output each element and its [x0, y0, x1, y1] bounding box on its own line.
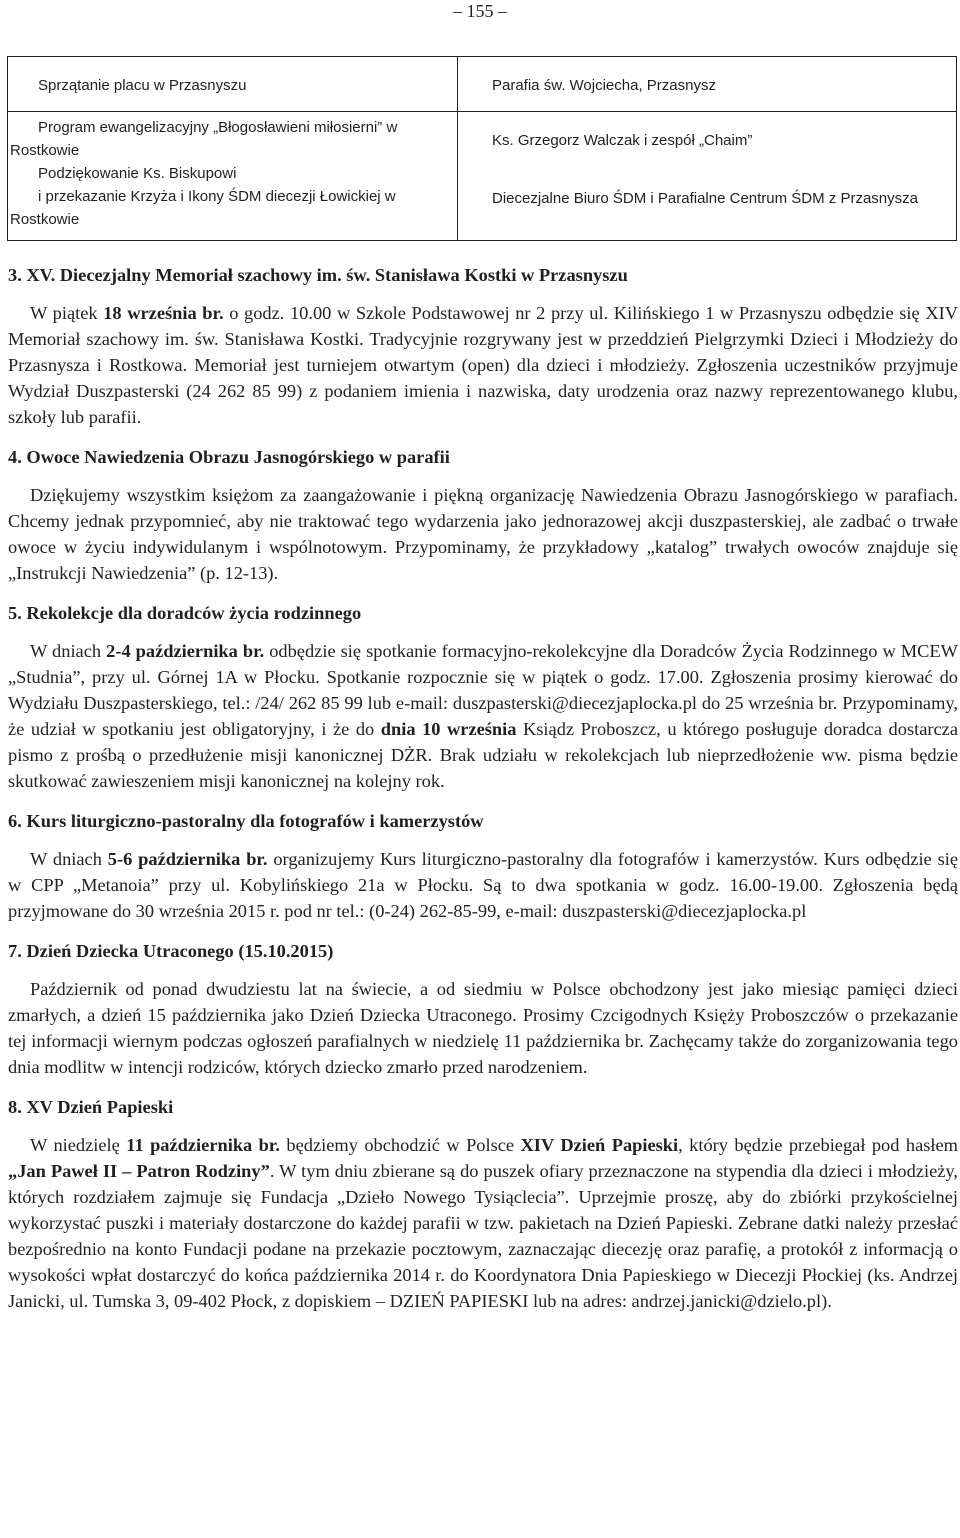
paragraph-text: W niedzielę: [30, 1135, 127, 1155]
table-cell-text: Sprzątanie placu w Przasnyszu: [38, 77, 247, 94]
table-cell-text: Rostkowie: [10, 211, 80, 228]
section-6: [8, 808, 958, 924]
section-paragraph: Październik od ponad dwudziestu lat na świecie, a od siedmiu w Polsce obchodzony jest jako miesiąc pamięci dzieci zmarłych, a dzień 15 października jako Dzień Dziecka Utraconego. Prosimy Czcigodnych Księży Proboszczów o przekazanie tej informacji wiernym podczas ogłoszeń parafialnych w niedzielę 11 października br. Zachęcamy także do zorganizowania tego dnia modlitw w intencji rodziców, których dziecko zmarło przed narodzeniem.: [8, 979, 958, 1077]
section-paragraph: Dziękujemy wszystkim księżom za zaangażowanie i piękną organizację Nawiedzenia Obrazu Jasnogórskiego w parafiach. Chcemy jednak przypomnieć, aby nie traktować tego wydarzenia jako jednorazowej akcji duszpasterskiej, ale zadbać o trwałe owoce w życiu indywidulanym i wspólnotowym. Przypominamy, że przykładowy „katalog” trwałych owoców znajduje się „Instrukcji Nawiedzenia” (p. 12-13).: [8, 485, 958, 583]
section-4: [8, 444, 958, 586]
paragraph-text: będziemy obchodzić w Polsce: [279, 1135, 521, 1155]
paragraph-event: XIV Dzień Papieski: [520, 1135, 679, 1155]
table-cell-text: Podziękowanie Ks. Biskupowi: [38, 165, 237, 182]
paragraph-text: odbędzie się spotkanie formacyjno-rekolekcyjne dla Doradców Życia Rodzinnego w MCEW „Studnia”, przy ul. Górnej 1A w Płocku. Spotkanie rozpocznie się w piątek o godz. 17.00. Zgłoszenia prosimy kierować do Wydziału Duszpasterskiego, tel.: /24/ 262 85 99 lub e-mail: duszpasterski@diecezjaplocka.pl do 25 września br. Przypominamy, że udział w spotkaniu jest obligatoryjny, i że do: [8, 641, 958, 739]
section-heading: 5. Rekolekcje dla doradców życia rodzinnego: [8, 603, 362, 623]
section-3: [8, 262, 958, 430]
table-cell: [8, 57, 458, 112]
paragraph-date: 2-4 października br.: [106, 641, 265, 661]
paragraph-text: W dniach: [30, 641, 107, 661]
page-number: – 155 –: [453, 1, 507, 21]
section-7: [8, 938, 958, 1080]
paragraph-text: o godz. 10.00 w Szkole Podstawowej nr 2 przy ul. Kilińskiego 1 w Przasnyszu odbędzie się XIV Memoriał szachowy im. św. Stanisława Kostki. Tradycyjnie rozgrywany jest w przeddzień Pielgrzymki Dzieci i Młodzieży do Przasnysza i Rostkowa. Memoriał jest turniejem otwartym (open) dla dzieci i młodzieży. Zgłoszenia uczestników przyjmuje Wydział Duszpasterski (24 262 85 99) z podaniem imienia i nazwiska, daty urodzenia oraz nazwy reprezentowanego klubu, szkoły lub parafii.: [8, 303, 959, 427]
table-cell-text: Ks. Grzegorz Walczak i zespół „Chaim”: [492, 132, 753, 149]
section-paragraph: [8, 846, 958, 924]
section-paragraph: [8, 300, 958, 430]
section-5: [8, 600, 958, 794]
paragraph-text: Ksiądz Proboszcz, u którego posługuje doradca dostarcza pismo z prośbą o przedłużenie misji kanonicznej DŻR. Brak udziału w rekolekcjach lub nieprzedłożenie ww. pisma będzie skutkować zawieszeniem misji kanonicznej na kolejny rok.: [8, 719, 958, 791]
section-heading: 4. Owoce Nawiedzenia Obrazu Jasnogórskiego w parafii: [8, 447, 450, 467]
paragraph-deadline: dnia 10 września: [380, 719, 517, 739]
table-cell: [458, 57, 957, 112]
paragraph-date: 11 października br.: [126, 1135, 280, 1155]
table-row: [8, 112, 957, 241]
section-paragraph: [8, 1132, 958, 1314]
table-row: [8, 57, 957, 112]
table-cell-text: i przekazanie Krzyża i Ikony ŚDM diecezji Łowickiej w: [38, 188, 396, 205]
table-cell: [8, 112, 458, 241]
table-cell-text: Program ewangelizacyjny „Błogosławieni miłosierni” w: [38, 119, 398, 136]
section-8: [8, 1094, 958, 1314]
paragraph-motto: „Jan Paweł II – Patron Rodziny”: [8, 1161, 270, 1181]
table-cell-text: Rostkowie: [10, 142, 80, 159]
table-cell-text: Parafia św. Wojciecha, Przasnysz: [492, 77, 716, 94]
paragraph-text: organizujemy Kurs liturgiczno-pastoralny dla fotografów i kamerzystów. Kurs odbędzie się w CPP „Metanoia” przy ul. Kobylińskiego 21a w Płocku. Są to dwa spotkania w godz. 16.00-19.00. Zgłoszenia będą przyjmowane do 30 września 2015 r. pod nr tel.: (0-24) 262-85-99, e-mail: duszpasterski@diecezjaplocka.pl: [8, 849, 959, 921]
document-body: [8, 262, 958, 1314]
table-cell: [458, 112, 957, 241]
schedule-table: [7, 56, 957, 241]
paragraph-date: 5-6 października br.: [107, 849, 268, 869]
section-heading: 7. Dzień Dziecka Utraconego (15.10.2015): [8, 941, 334, 961]
paragraph-text: . W tym dniu zbierane są do puszek ofiary przeznaczone na stypendia dla dzieci i młodzieży, których rozdziałem zajmuje się Fundacja „Dzieło Nowego Tysiąclecia”. Uprzejmie proszę, aby do zbiórki przykościelnej wykorzystać puszki i materiały dostarczone do każdej parafii w tzw. pakietach na Dzień Papieski. Zebrane datki należy przesłać bezpośrednio na konto Fundacji podane na przekazie pocztowym, zaznaczając diecezję oraz parafię, a protokół z informacją o wysokości wpłat dostarczyć do końca października 2014 r. do Koordynatora Dnia Papieskiego w Diecezji Płockiej (ks. Andrzej Janicki, ul. Tumska 3, 09-402 Płock, z dopiskiem – DZIEŃ PAPIESKI lub na adres: andrzej.janicki@dzielo.pl).: [8, 1161, 959, 1311]
paragraph-text: W dniach: [30, 849, 108, 869]
section-paragraph: [8, 638, 958, 794]
section-heading: 3. XV. Diecezjalny Memoriał szachowy im. św. Stanisława Kostki w Przasnyszu: [8, 265, 628, 285]
paragraph-text: , który będzie przebiegał pod hasłem: [678, 1135, 958, 1155]
paragraph-text: W piątek: [30, 303, 104, 323]
paragraph-date: 18 września br.: [103, 303, 224, 323]
section-heading: 6. Kurs liturgiczno-pastoralny dla fotografów i kamerzystów: [8, 811, 484, 831]
table-cell-text: Diecezjalne Biuro ŚDM i Parafialne Centrum ŚDM z Przasnysza: [492, 190, 918, 207]
section-heading: 8. XV Dzień Papieski: [8, 1097, 174, 1117]
